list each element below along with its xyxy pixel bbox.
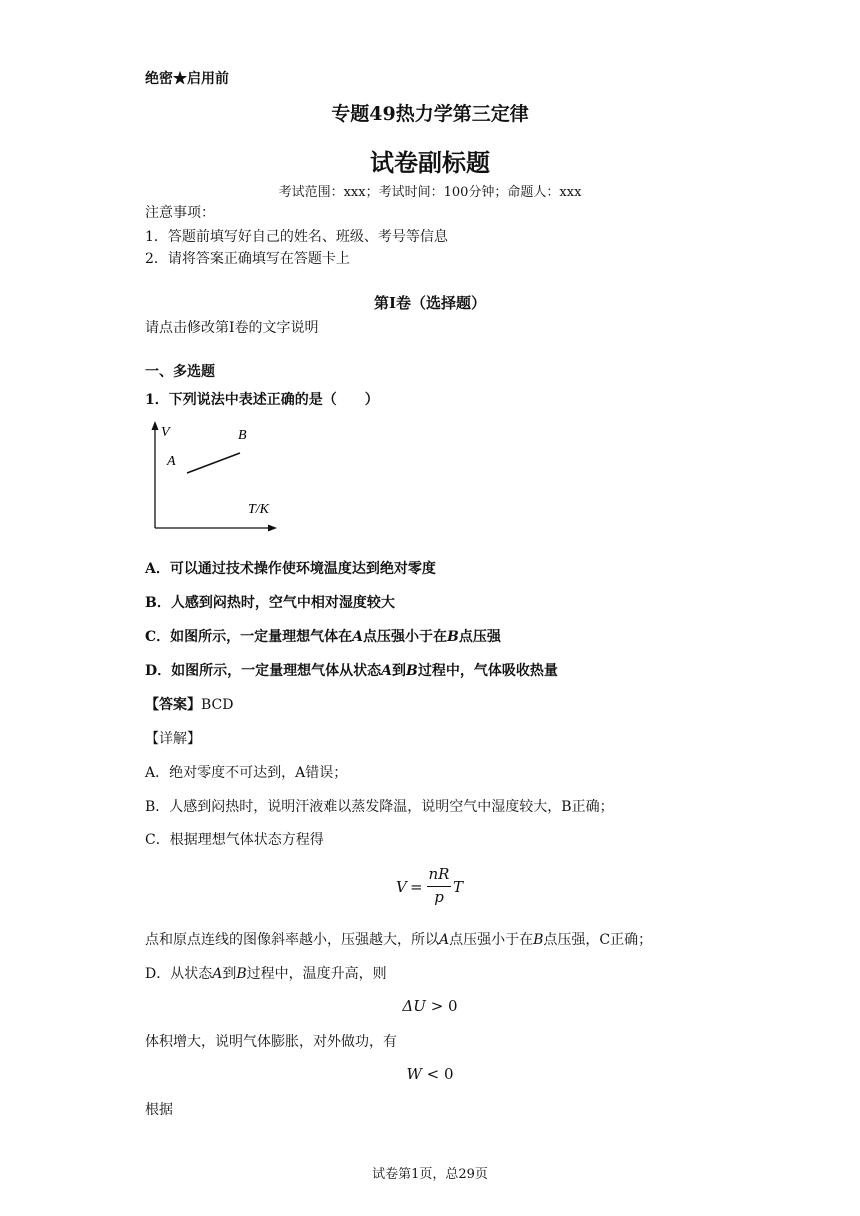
x-axis-label: T/K — [248, 502, 270, 517]
detail-d3: 根据 — [145, 1102, 173, 1118]
part-heading: 一、多选题 — [145, 364, 215, 380]
x-axis-arrow — [268, 525, 277, 532]
answer-line: 【答案】BCD — [145, 697, 234, 713]
detail-d2: 体积增大，说明气体膨胀，对外做功，有 — [145, 1034, 397, 1050]
equation-delta-u: ΔU > 0 — [402, 997, 458, 1015]
option-d: D．如图所示，一定量理想气体从状态A到B过程中，气体吸收热量 — [145, 663, 558, 679]
page-footer: 试卷第1页，总29页 — [372, 1167, 488, 1182]
option-c: C．如图所示，一定量理想气体在A点压强小于在B点压强 — [145, 629, 501, 645]
page-subtitle: 试卷副标题 — [370, 148, 490, 177]
process-line-ab — [187, 453, 240, 473]
secret-label: 绝密★启用前 — [145, 71, 229, 87]
section-description: 请点击修改第I卷的文字说明 — [145, 320, 319, 336]
point-b-label: B — [238, 428, 247, 443]
option-b: B．人感到闷热时，空气中相对湿度较大 — [145, 595, 395, 611]
fraction-bar — [427, 886, 451, 887]
exam-info: 考试范围：xxx；考试时间：100分钟；命题人：xxx — [278, 185, 582, 200]
detail-c2: 点和原点连线的图像斜率越小，压强越大，所以A点压强小于在B点压强，C正确； — [145, 932, 653, 948]
note-item: 2．请将答案正确填写在答题卡上 — [145, 251, 350, 267]
section-title: 第I卷（选择题） — [373, 294, 487, 312]
note-item: 1．答题前填写好自己的姓名、班级、考号等信息 — [145, 229, 448, 245]
point-a-label: A — [167, 454, 176, 469]
y-axis-arrow — [152, 421, 159, 430]
notes-heading: 注意事项： — [145, 205, 215, 221]
detail-d: D．从状态A到B过程中，温度升高，则 — [145, 966, 387, 982]
option-a: A．可以通过技术操作使环境温度达到绝对零度 — [145, 561, 436, 577]
detail-label: 【详解】 — [145, 731, 201, 747]
page-title: 专题49热力学第三定律 — [331, 103, 529, 125]
equation-work: W < 0 — [406, 1065, 454, 1083]
detail-b: B．人感到闷热时，说明汗液难以蒸发降温，说明空气中湿度较大，B正确； — [145, 799, 614, 815]
detail-a: A．绝对零度不可达到，A错误； — [145, 765, 348, 781]
vt-graph-figure — [145, 418, 285, 536]
equation-state: V = nR p T — [396, 865, 464, 906]
detail-c: C．根据理想气体状态方程得 — [145, 832, 324, 848]
y-axis-label: V — [161, 425, 170, 440]
question-stem: 1．下列说法中表述正确的是（ ） — [145, 392, 379, 408]
